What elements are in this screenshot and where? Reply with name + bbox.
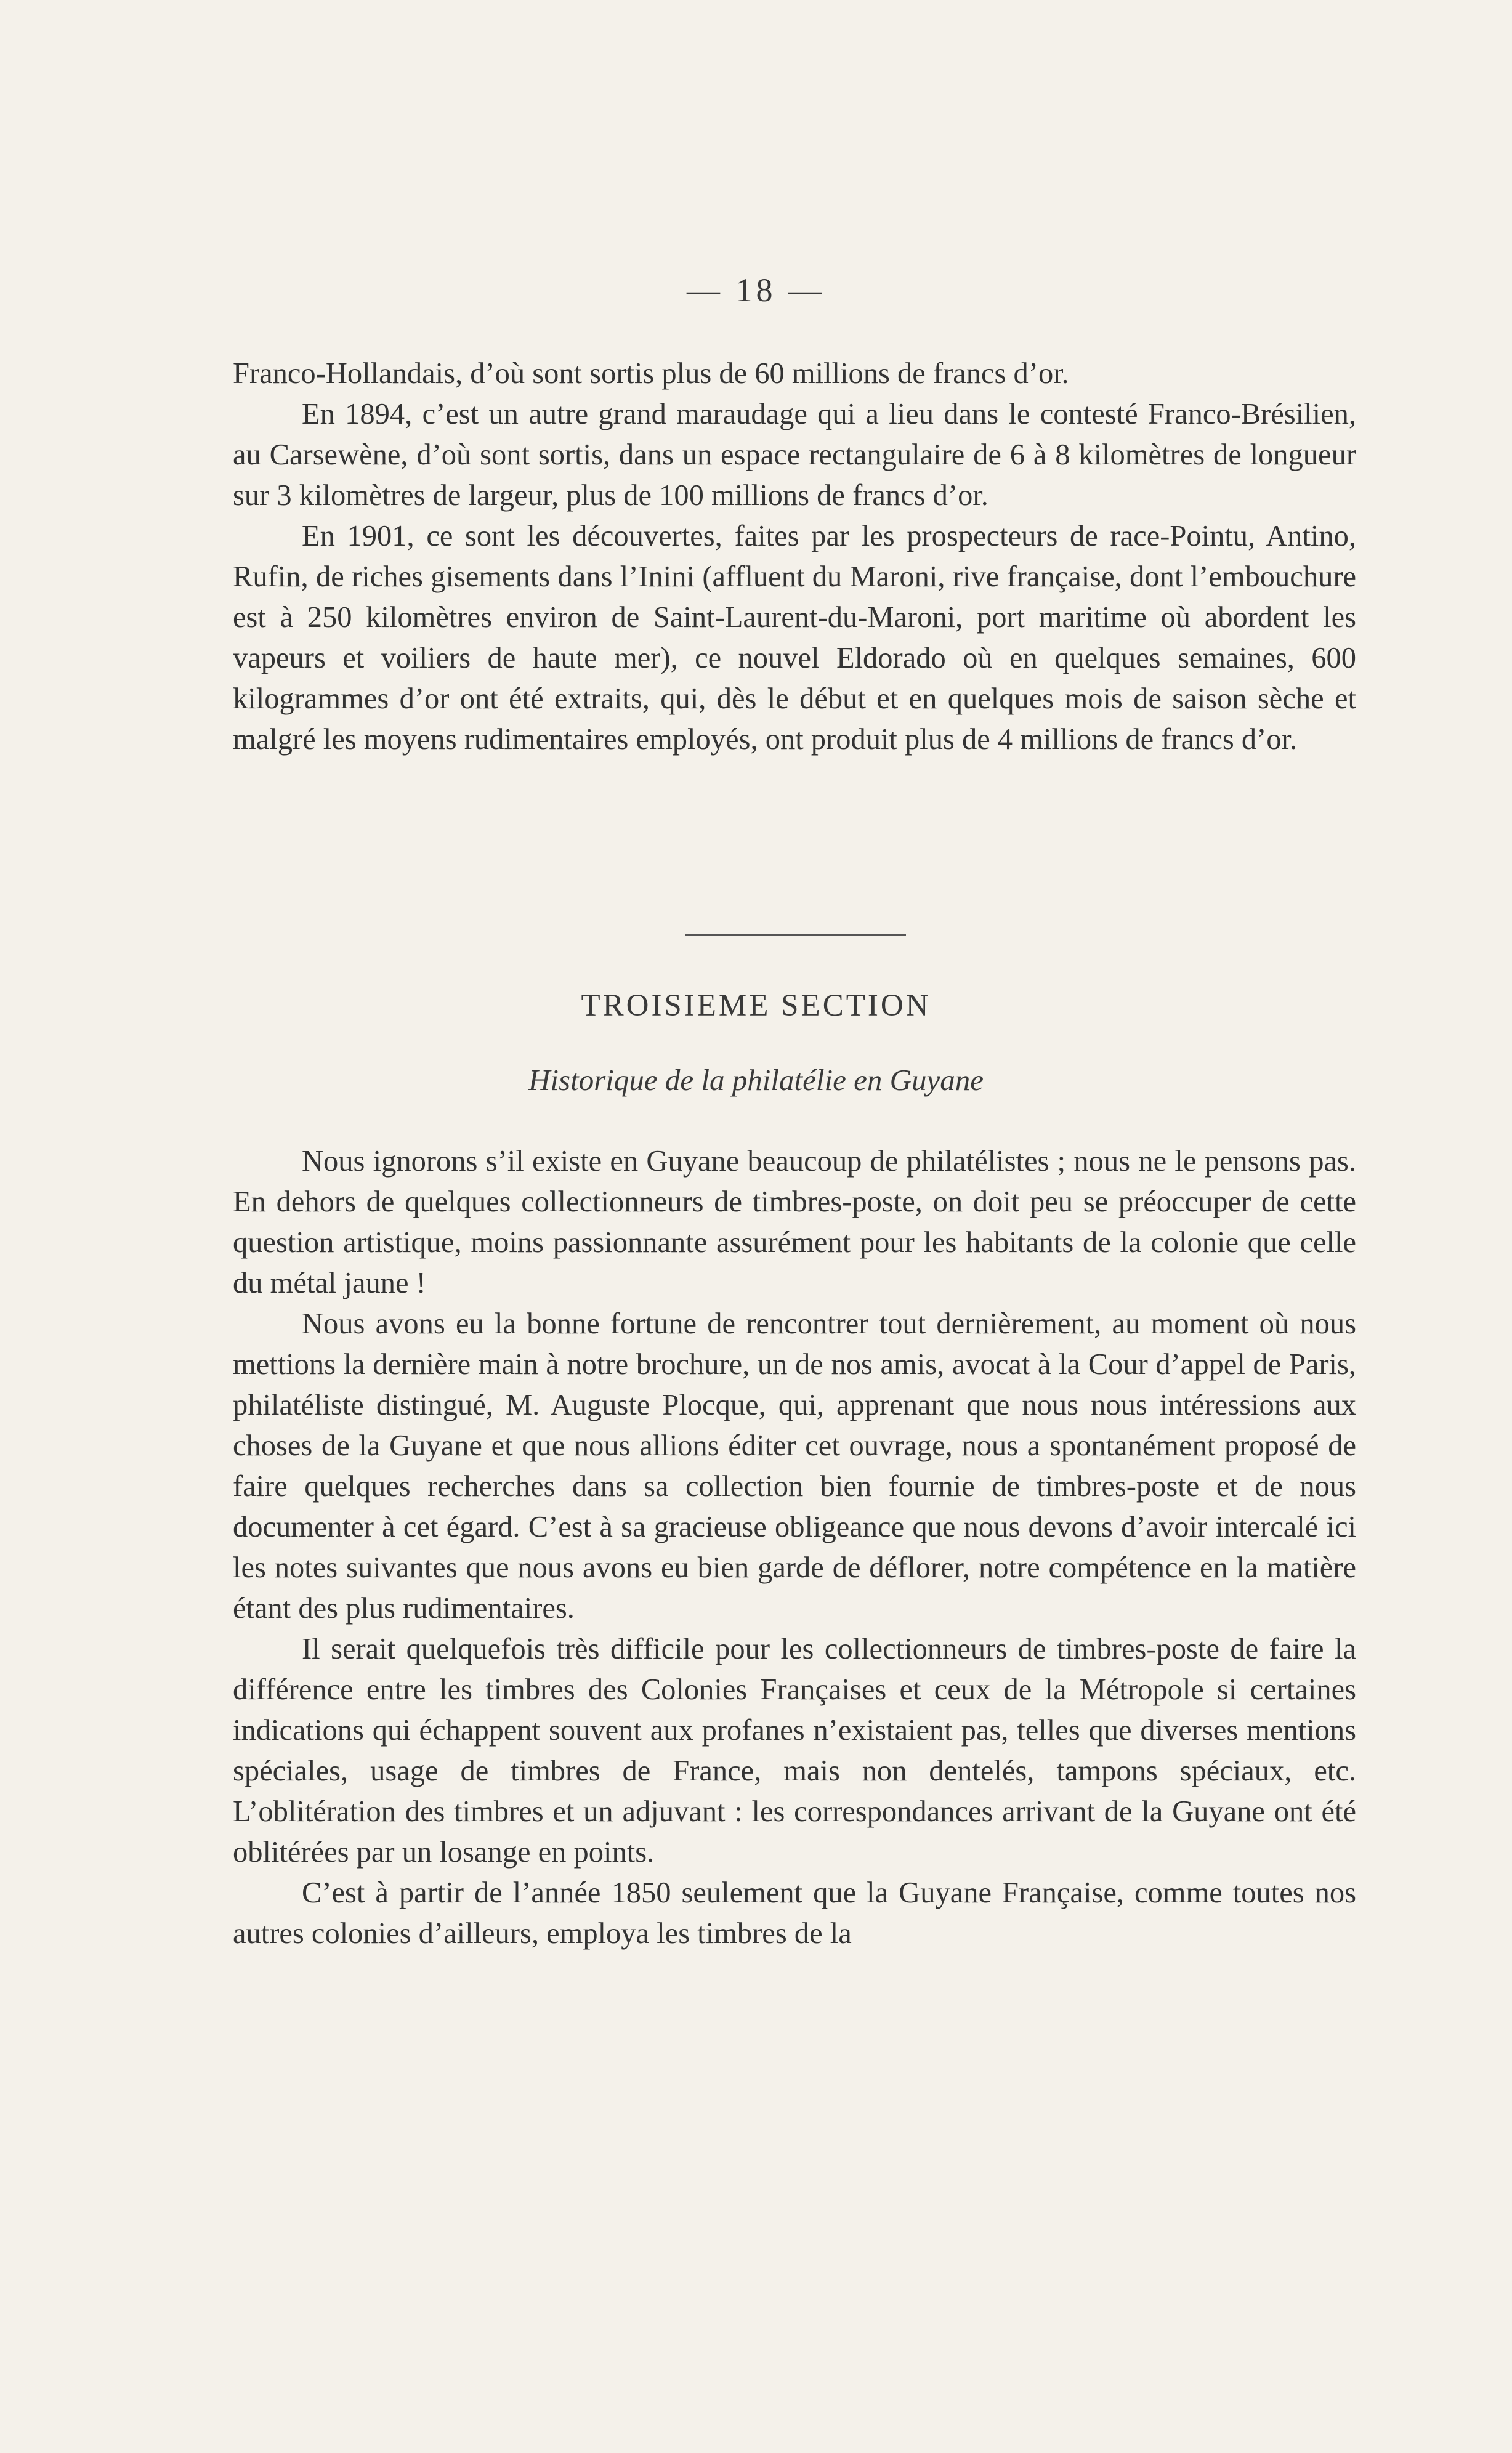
section-subtitle: Historique de la philatélie en Guyane xyxy=(528,1063,984,1097)
paragraph: C’est à partir de l’année 1850 seulement que la Guyane Française, comme toutes nos autres colonies d’ailleurs, employa les timbres de la xyxy=(233,1877,1356,1950)
paragraph: Franco-Hollandais, d’où sont sortis plus de 60 millions de francs d’or. xyxy=(233,357,1069,390)
paragraph: Il serait quelquefois très difficile pour les collectionneurs de timbres-poste de faire la différence entre les timbres des Colonies Françaises et ceux de la Métropole si certaines indications qui échappent souvent aux profanes n’existaient pas, telles que diverses mentions spéciales, usage de timbres de France, mais non dentelés, tampons spéciaux, etc. L’oblitération des timbres et un adjuvant : les correspondances arrivant de la Guyane ont été oblitérées par un losange en points. xyxy=(233,1633,1356,1869)
section-title: TROISIEME SECTION xyxy=(581,988,931,1023)
bottom-text-block xyxy=(233,1141,1356,1954)
paragraph: Nous ignorons s’il existe en Guyane beaucoup de philatélistes ; nous ne le pensons pas. En dehors de quelques collectionneurs de timbres-poste, on doit peu se préoccuper de cette question artistique, moins passionnante assurément pour les habitants de la colonie que celle du métal jaune ! xyxy=(233,1145,1356,1299)
top-text-block xyxy=(233,354,1356,760)
page-number: — 18 — xyxy=(687,272,825,309)
paragraph: En 1901, ce sont les découvertes, faites par les prospecteurs de race-Pointu, Antino, Rufin, de riches gisements dans l’Inini (affluent du Maroni, rive française, dont l’embouchure est à 250 kilomètres environ de Saint-Laurent-du-Maroni, port maritime où abordent les vapeurs et voiliers de haute mer), ce nouvel Eldorado où en quelques semaines, 600 kilogrammes d’or ont été extraits, qui, dès le début et en quelques mois de saison sèche et malgré les moyens rudimentaires employés, ont produit plus de 4 millions de francs d’or. xyxy=(233,520,1356,756)
paragraph: Nous avons eu la bonne fortune de rencontrer tout dernièrement, au moment où nous mettions la dernière main à notre brochure, un de nos amis, avocat à la Cour d’appel de Paris, philatéliste distingué, M. Auguste Plocque, qui, apprenant que nous nous intéressions aux choses de la Guyane et que nous allions éditer cet ouvrage, nous a spontanément proposé de faire quelques recherches dans sa collection bien fournie de timbres-poste et de nous documenter à cet égard. C’est à sa gracieuse obligeance que nous devons d’avoir intercalé ici les notes suivantes que nous avons eu bien garde de déflorer, notre compétence en la matière étant des plus rudimentaires. xyxy=(233,1307,1356,1625)
section-separator xyxy=(685,934,906,936)
paragraph: En 1894, c’est un autre grand maraudage qui a lieu dans le contesté Franco-Brésilien, au Carsewène, d’où sont sortis, dans un espace rectangulaire de 6 à 8 kilomètres de longueur sur 3 kilomètres de largeur, plus de 100 millions de francs d’or. xyxy=(233,398,1356,512)
